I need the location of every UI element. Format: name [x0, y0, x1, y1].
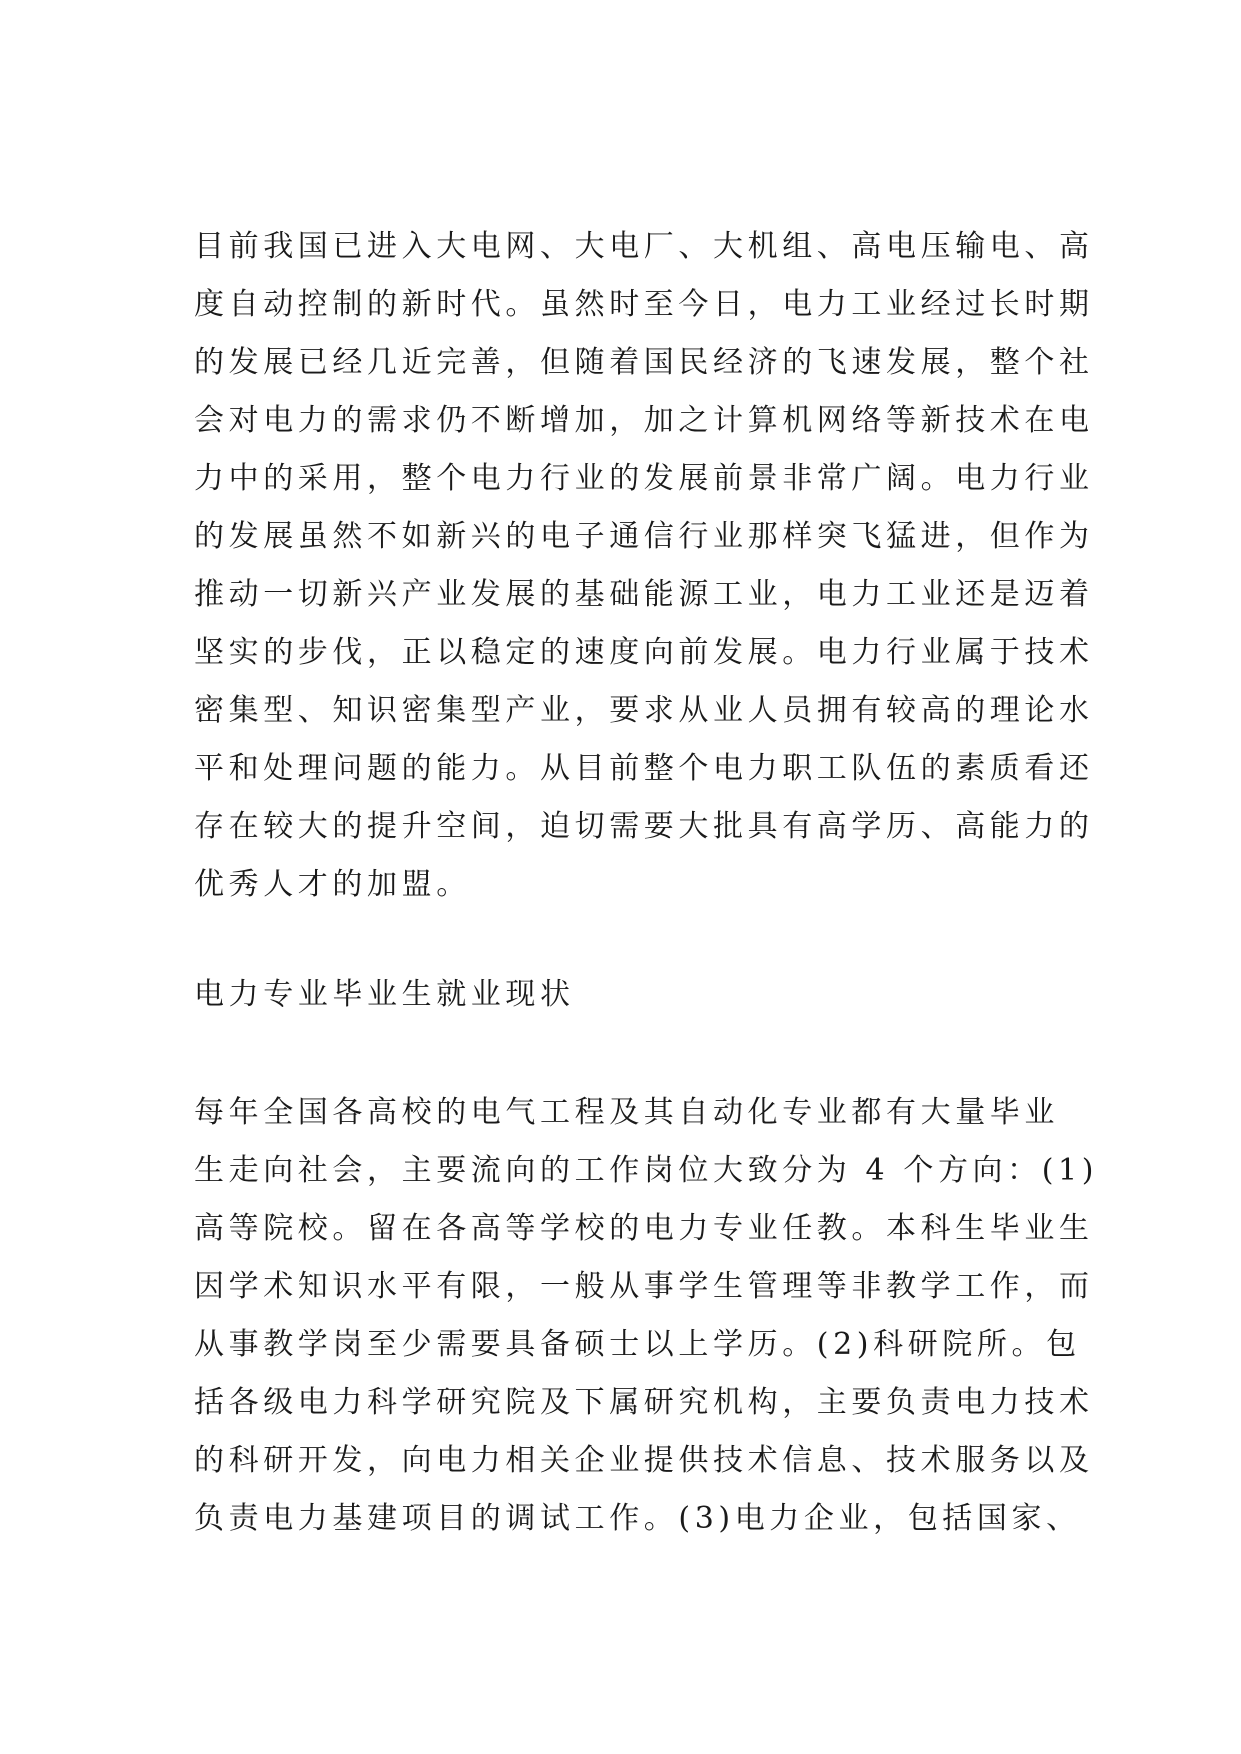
- text-line: 平和处理问题的能力。从目前整个电力职工队伍的素质看还: [194, 751, 1094, 786]
- text-line: 优秀人才的加盟。: [194, 867, 471, 902]
- text-line: 的发展已经几近完善，但随着国民经济的飞速发展，整个社: [194, 345, 1094, 380]
- text-line: 高等院校。留在各高等学校的电力专业任教。本科生毕业生: [194, 1211, 1094, 1246]
- text-line: 会对电力的需求仍不断增加，加之计算机网络等新技术在电: [194, 403, 1094, 438]
- text-line: 每年全国各高校的电气工程及其自动化专业都有大量毕业: [194, 1095, 1059, 1130]
- section-heading: [194, 966, 1064, 1024]
- text-line: 的发展虽然不如新兴的电子通信行业那样突飞猛进，但作为: [194, 519, 1094, 554]
- text-line: 存在较大的提升空间，迫切需要大批具有高学历、高能力的: [194, 809, 1094, 844]
- text-line: 坚实的步伐，正以稳定的速度向前发展。电力行业属于技术: [194, 635, 1094, 670]
- text-line: 因学术知识水平有限，一般从事学生管理等非教学工作，而: [194, 1269, 1094, 1304]
- text-line: 密集型、知识密集型产业，要求从业人员拥有较高的理论水: [194, 693, 1094, 728]
- text-line: 度自动控制的新时代。虽然时至今日，电力工业经过长时期: [194, 287, 1094, 322]
- text-line: 括各级电力科学研究院及下属研究机构，主要负责电力技术: [194, 1385, 1094, 1420]
- text-line: 的科研开发，向电力相关企业提供技术信息、技术服务以及: [194, 1443, 1094, 1478]
- text-line: 推动一切新兴产业发展的基础能源工业，电力工业还是迈着: [194, 577, 1094, 612]
- text-line: 生走向社会，主要流向的工作岗位大致分为 4 个方向：(1): [194, 1153, 1099, 1188]
- paragraph-employment: [194, 1084, 1099, 1548]
- text-line: 目前我国已进入大电网、大电厂、大机组、高电压输电、高: [194, 229, 1094, 264]
- heading-text: 电力专业毕业生就业现状: [194, 977, 575, 1012]
- text-line: 从事教学岗至少需要具备硕士以上学历。(2)科研院所。包: [194, 1327, 1081, 1362]
- text-line: 负责电力基建项目的调试工作。(3)电力企业，包括国家、: [194, 1501, 1081, 1536]
- paragraph-intro: [194, 218, 1094, 914]
- text-line: 力中的采用，整个电力行业的发展前景非常广阔。电力行业: [194, 461, 1094, 496]
